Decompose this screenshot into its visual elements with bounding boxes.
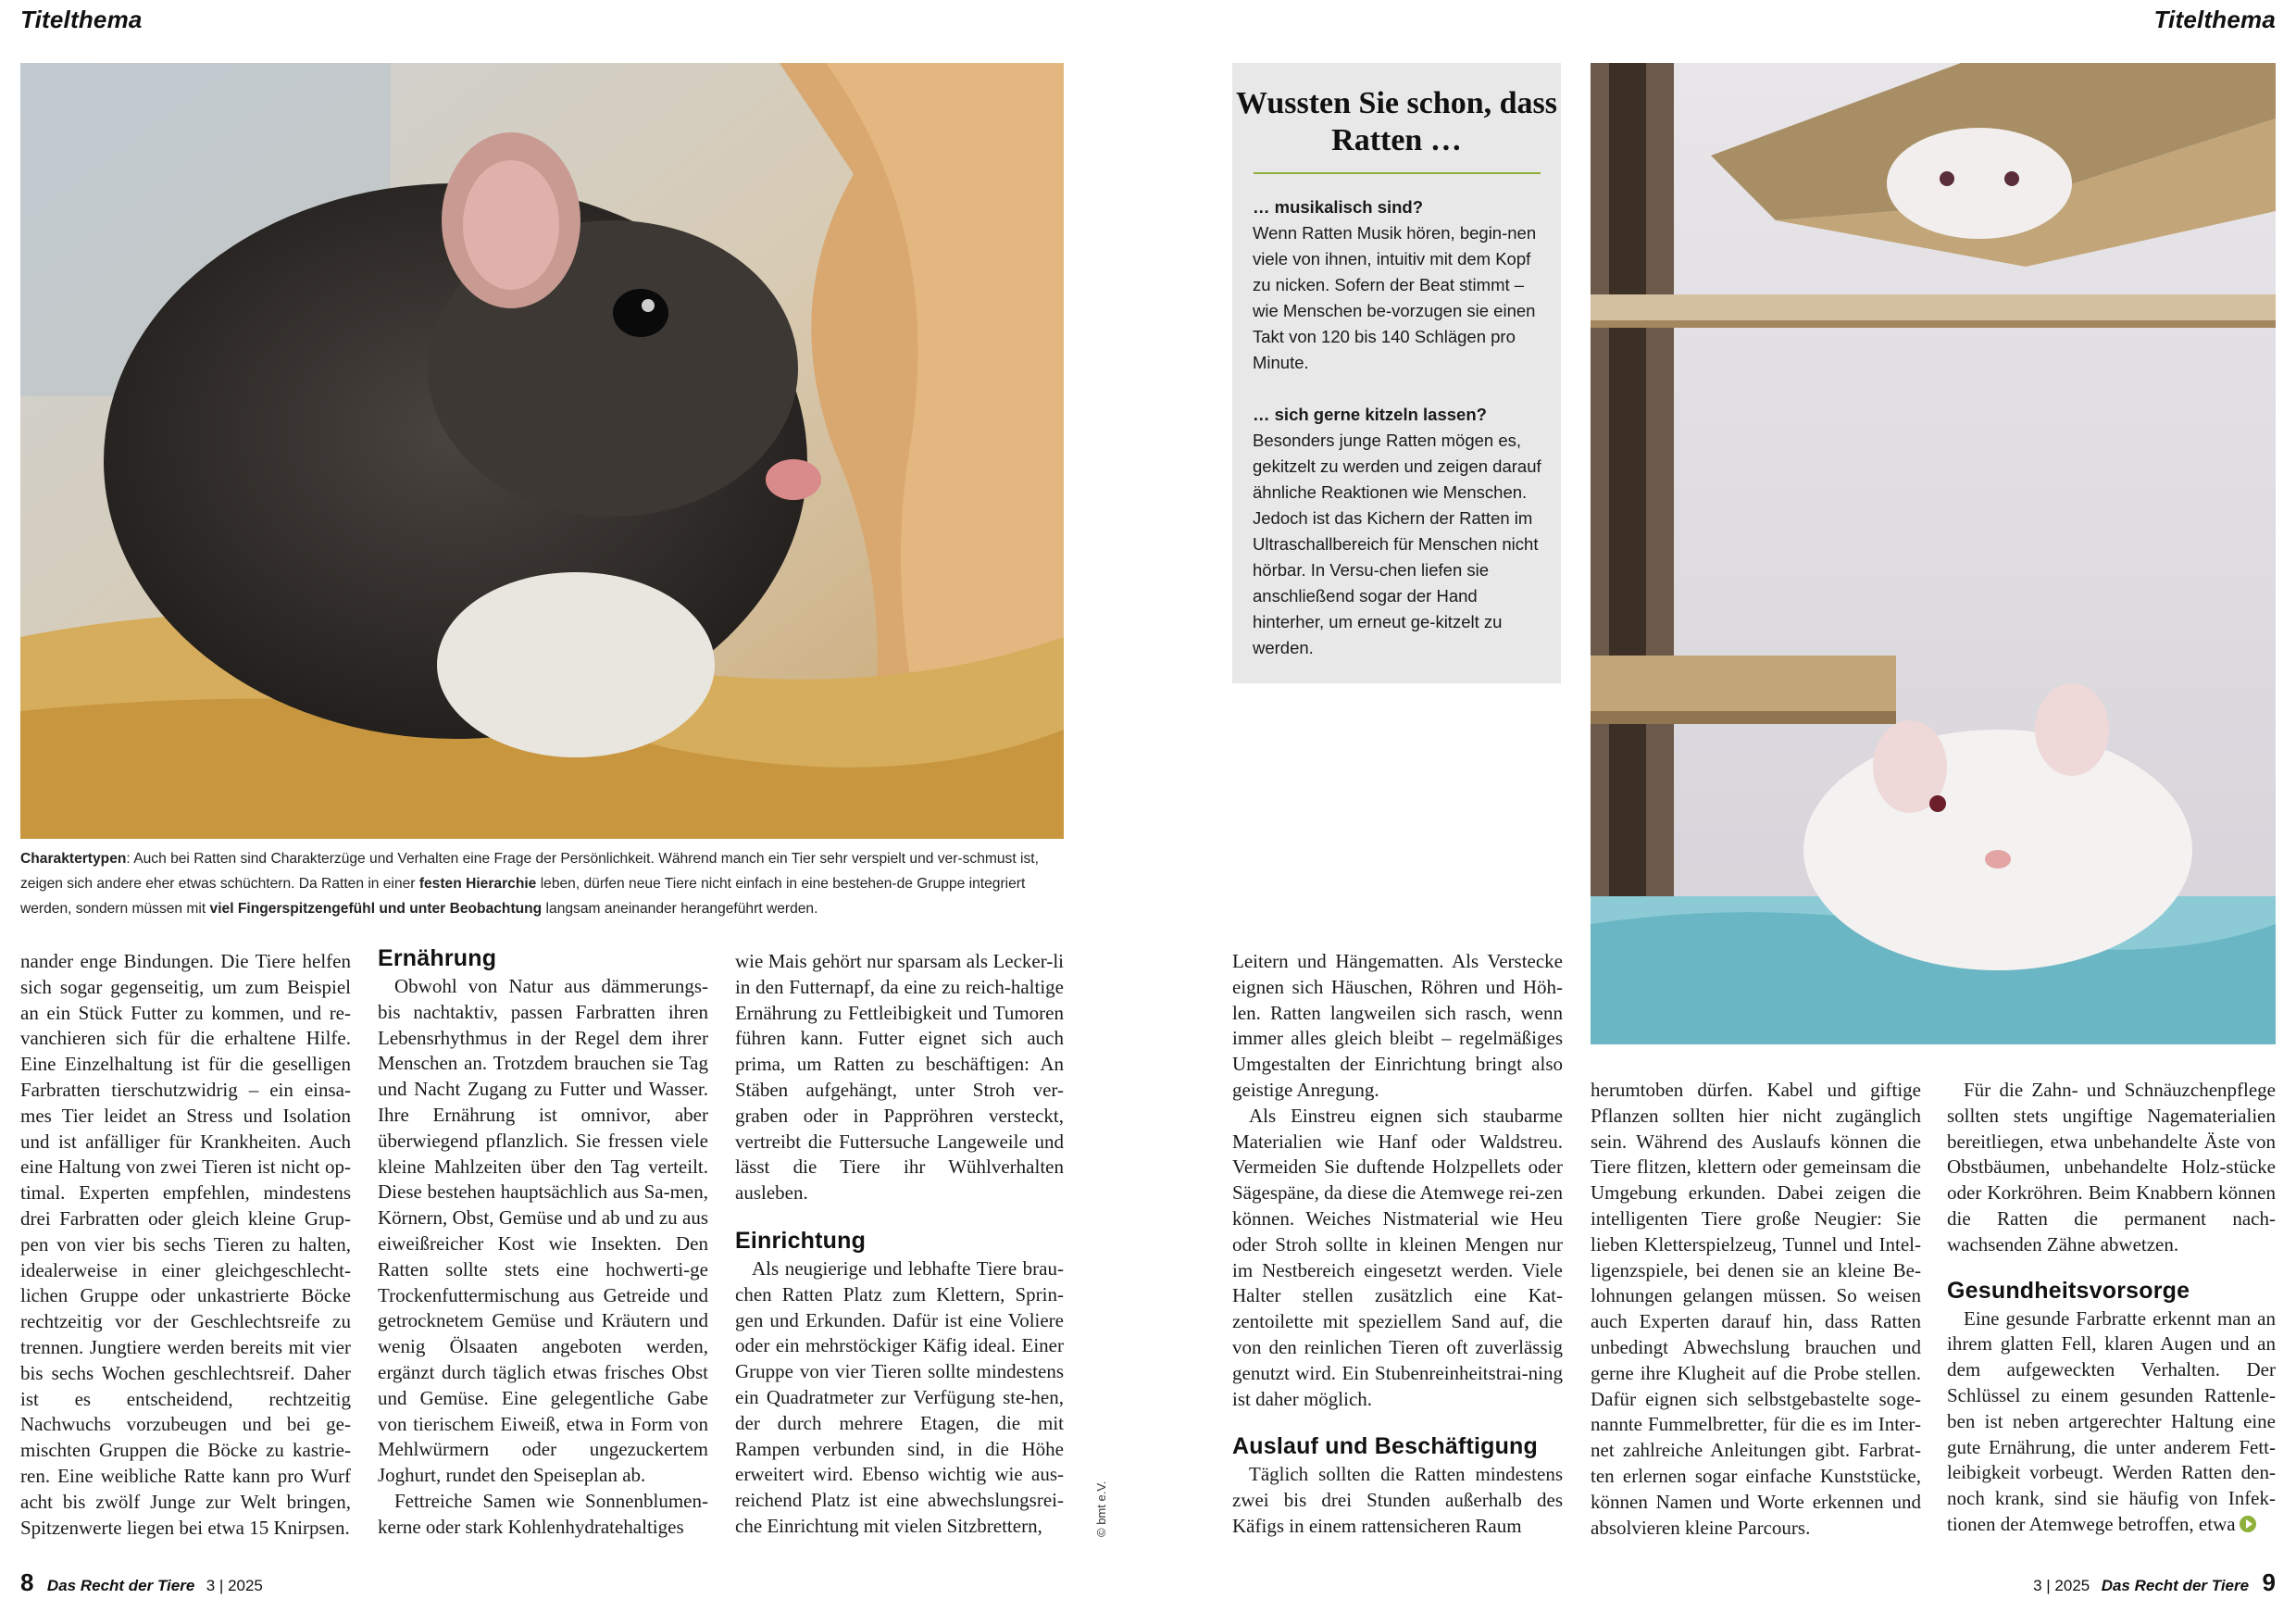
caption-text-1: : Auch bei Ratten sind Charakterzüge und Verhalten eine Frage der Persönlichkeit. Während manch ein Tier sehr verspielt und ver-schmust ist, zeigen sich andere eher etwas schüchtern. Da Ratten in einer [20,851,1039,892]
fact-answer-1: Wenn Ratten Musik hören, begin-nen viele von ihnen, intuitiv mit dem Kopf zu nicken. Sofern der Beat stimmt – wie Menschen be-vorzugen sie einen Takt von 120 bis 140 Schlägen pro Minute. [1253,223,1537,372]
page-number-right: 9 [2262,1568,2276,1596]
paragraph-text: Eine gesunde Farbratte erkennt man an ihrem glatten Fell, klaren Augen und an dem aufgeweckten Verhalten. Der Schlüssel zu einem gesunden Rattenle-ben ist neben artgerechter Haltung eine gute Ernährung, die unter anderem Fett-leibigkeit vorbeugt. Werden Ratten den-noch krank, sind sie häufig von Infek-tionen der Atemwege betroffen, etwa [1947,1306,2276,1535]
heading-einrichtung: Einrichtung [735,1227,867,1254]
section-label-left: Titelthema [20,6,143,33]
photo-white-rats [1591,63,2276,1044]
paragraph: Als Einstreu eignen sich staubarme Materialien wie Hanf oder Waldstreu. Vermeiden Sie duftende Holzpellets oder Sägespäne, da diese die Atemwege rei-zen können. Weiches Nistmaterial wie Heu oder Stroh sollte in kleinen Mengen nur im Nestbereich eingesetzt werden. Viele Halter stellen zusätzlich eine Kat-zentoilette mit speziellem Sand auf, die von den reinlichen Tieren oft zuverlässig genutzt wird. Ein Stubenreinheitstrai-ning ist daher möglich. [1232,1104,1563,1410]
photo-credit: © bmt e.V. [1094,1480,1108,1537]
text-column-1 [20,949,351,1541]
text-column-3 [735,949,1064,1540]
text-column-6 [1947,1078,2276,1538]
caption-bold-2: viel Fingerspitzengefühl und unter Beobachtung [209,901,543,917]
text-column-5 [1591,1078,1921,1541]
magazine-title-right: Das Recht der Tiere [2101,1577,2250,1594]
heading-auslauf: Auslauf und Beschäftigung [1232,1433,1538,1460]
fact-box-divider [1254,172,1541,174]
fact-box [1232,63,1561,683]
paragraph: Leitern und Hängematten. Als Verstecke eignen sich Häuschen, Röhren und Höh-len. Ratten langweilen sich rasch, wenn immer alles gleich bleibt – regelmäßiges Umgestalten der Einrichtung bringt also geistige Anregung. [1232,950,1563,1101]
fact-box-body [1253,194,1544,661]
text-column-4 [1232,949,1563,1540]
paragraph: Fettreiche Samen wie Sonnenblumen-kerne oder stark Kohlenhydratehaltiges [378,1489,708,1538]
issue-right: 3 | 2025 [2033,1577,2090,1594]
footer-right [2033,1568,2276,1597]
caption-bold-1: festen Hierarchie [418,876,537,892]
paragraph [1947,1306,2276,1538]
paragraph: Als neugierige und lebhafte Tiere brau-chen Ratten Platz zum Klettern, Sprin-gen und Erkunden. Dafür ist eine Voliere oder ein mehrstöckiger Käfig ideal. Einer Gruppe von vier Tieren sollte mindestens ein Quadratmeter zur Verfügung ste-hen, der durch mehrere Etagen, die mit Rampen verbunden sind, in die Höhe erweitert wird. Ebenso wichtig wie aus-reichend Platz ist eine abwechslungsrei-che Einrichtung mit vielen Sitzbrettern, [735,1256,1064,1537]
photo-dark-rat [20,63,1064,839]
heading-ernaehrung: Ernährung [378,945,497,971]
issue-left: 3 | 2025 [206,1577,263,1594]
footer-left [20,1568,263,1597]
paragraph: Für die Zahn- und Schnäuzchenpflege sollten stets ungiftige Nagematerialien bereitliegen, etwa unbehandelte Äste von Obstbäumen, unbehandelte Holz-stücke oder Korkröhren. Beim Knabbern können die Ratten die permanent nach-wachsenden Zähne abwetzen. [1947,1079,2276,1255]
paragraph: Täglich sollten die Ratten mindestens zwei bis drei Stunden außerhalb des Käfigs in einem rattensicheren Raum [1232,1463,1563,1537]
caption-text-2: leben, dürfen neue Tiere nicht einfach in eine bestehen-de Gruppe integriert werden, sondern müssen mit [20,876,1026,917]
paragraph: nander enge Bindungen. Die Tiere helfen sich sogar gegenseitig, um zum Beispiel an ein Stück Futter zu kommen, und re-vanchieren sich für die erhaltene Hilfe. Eine Einzelhaltung ist für die geselligen Farbratten tierschutzwidrig – ein einsa-mes Tier leidet an Stress und Isolation und ist anfälliger für Krankheiten. Auch eine Haltung von zwei Tieren ist nicht op-timal. Experten empfehlen, mindestens drei Farbratten oder gleich kleine Grup-pen von vier bis sechs Tieren zu halten, idealerweise in einer gleichgeschlecht-lichen Gruppe oder unkastrierte Böcke rechtzeitig vor der Geschlechtsreife zu trennen. Jungtiere werden bereits mit vier bis sechs Wochen geschlechtsreif. Daher ist es entscheidend, rechtzeitig Nachwuchs vorzubeugen und bei ge-mischten Gruppen die Böcke zu kastrie-ren. Eine weibliche Ratte kann pro Wurf acht bis zwölf Junge zur Welt bringen, Spitzenwerte liegen bei etwa 15 Knirpsen. [20,950,351,1539]
fact-question-2: … sich gerne kitzeln lassen? [1253,405,1487,424]
heading-gesundheitsvorsorge: Gesundheitsvorsorge [1947,1277,2190,1304]
paragraph: Obwohl von Natur aus dämmerungs- bis nachtaktiv, passen Farbratten ihren Lebensrhythmus in der Regel dem ihrer Menschen an. Trotzdem brauchen sie Tag und Nacht Zugang zu Futter und Wasser. Ihre Ernährung ist omnivor, aber überwiegend pflanzlich. Sie fressen viele kleine Mahlzeiten über den Tag verteilt. Diese bestehen hauptsächlich aus Sa-men, Körnern, Obst, Gemüse und ab und zu aus eiweißreicher Kost wie Insekten. Den Ratten sollte stets eine hochwerti-ge Trockenfuttermischung aus Getreide und getrocknetem Gemüse und Kräutern und wenig Ölsaaten angeboten werden, ergänzt durch täglich etwas frisches Obst und Gemüse. Eine gelegentliche Gabe von tierischem Eiweiß, etwa in Form von Mehlwürmern oder ungezuckertem Joghurt, rundet den Speiseplan ab. [378,975,708,1487]
page-number-left: 8 [20,1568,34,1596]
continue-arrow-icon [2240,1516,2256,1532]
magazine-title-left: Das Recht der Tiere [46,1577,195,1594]
fact-question-1: … musikalisch sind? [1253,197,1424,217]
section-label-right: Titelthema [2153,6,2276,33]
text-column-2 [378,944,708,1541]
fact-answer-2: Besonders junge Ratten mögen es, gekitzelt zu werden und zeigen darauf ähnliche Reaktionen wie Menschen. Jedoch ist das Kichern der Ratten im Ultraschallbereich für Menschen nicht hörbar. In Versu-chen liefen sie anschließend sogar der Hand hinterher, um erneut ge-kitzelt zu werden. [1253,431,1541,657]
caption-lead: Charaktertypen [20,851,127,867]
caption-text-3: langsam aneinander herangeführt werden. [542,901,818,917]
paragraph: herumtoben dürfen. Kabel und giftige Pflanzen sollten hier nicht zugänglich sein. Während des Auslaufs können die Tiere flitzen, klettern oder gemeinsam die Umgebung erkunden. Dabei zeigen die intelligenten Tiere große Neugier: Sie lieben Kletterspielzeug, Tunnel und Intel-ligenzspiele, bei denen sie an kleine Be-lohnungen gelangen müssen. So weisen auch Experten darauf hin, dass Ratten unbedingt Abwechslung brauchen und gerne ihre Klugheit auf die Probe stellen. Dafür eignen sich selbstgebastelte soge-nannte Fummelbretter, für die es im Inter-net zahlreiche Anleitungen gibt. Farbrat-ten erlernen sogar einfache Kunststücke, können Namen und Worte erkennen und absolvieren kleine Parcours. [1591,1079,1921,1539]
paragraph: wie Mais gehört nur sparsam als Lecker-li in den Futternapf, da eine zu reich-haltige Ernährung zu Fettleibigkeit und Tumoren führen kann. Futter eignet sich auch prima, um Ratten zu beschäftigen: An Stäben aufgehängt, unter Stroh ver-graben oder in Pappröhren versteckt, vertreibt die Futtersuche Langeweile und lässt die Tiere ihr Wühlverhalten ausleben. [735,950,1064,1205]
photo-caption [20,846,1067,921]
fact-box-title: Wussten Sie schon, dass Ratten … [1235,86,1558,157]
